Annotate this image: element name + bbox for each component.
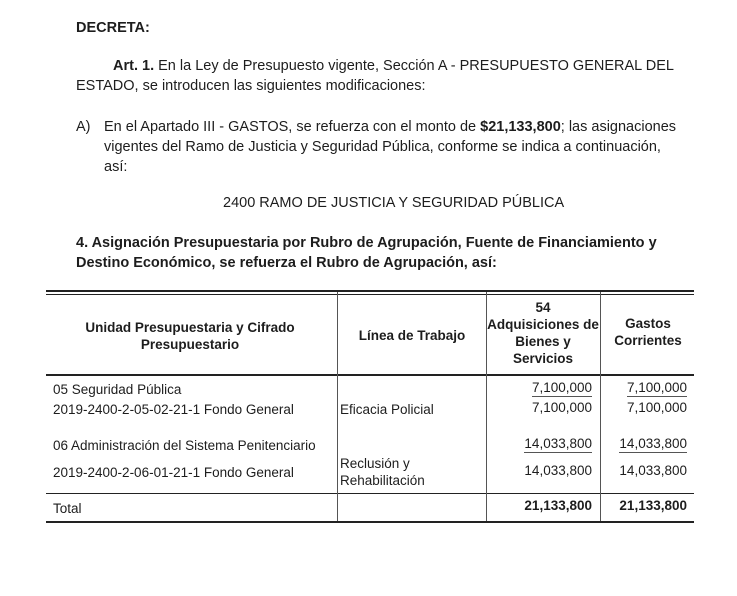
header-bottom-rule [46, 374, 694, 376]
header-gc-line-1: Gastos [625, 316, 671, 331]
article-line-2: ESTADO, se introducen las siguientes modificaciones: [76, 78, 426, 94]
header-acq-line-1: 54 [535, 300, 551, 315]
row-3-acq [490, 435, 592, 452]
header-acq-line-3: Bienes y [515, 334, 571, 349]
item-line-1 [104, 117, 676, 137]
decree-heading: DECRETA: [76, 20, 150, 36]
row-3-gc-value: 14,033,800 [619, 436, 687, 451]
item-amount: $21,133,800 [480, 119, 561, 135]
row-1-acq [490, 379, 592, 396]
row-1-gc [604, 379, 687, 396]
table-top-rule [46, 290, 694, 292]
col-divider-1 [337, 292, 338, 521]
row-2-unit: 2019-2400-2-05-02-21-1 Fondo General [53, 402, 294, 417]
header-acquisitions [484, 299, 602, 367]
total-acq: 21,133,800 [524, 498, 592, 513]
table-top-rule-thin [46, 294, 694, 295]
item-text-pre: En el Apartado III - GASTOS, se refuerza con el monto de [104, 119, 481, 135]
header-current-expenses [602, 315, 694, 349]
subsection-line-2: Destino Económico, se refuerza el Rubro de Agrupación, así: [76, 255, 497, 271]
row-3-acq-value: 14,033,800 [524, 436, 592, 451]
header-line: Línea de Trabajo [358, 328, 466, 343]
row-2-gc: 7,100,000 [626, 400, 687, 415]
row-3-gc [604, 435, 687, 452]
header-unit-line-2: Presupuestario [140, 337, 240, 352]
item-marker: A) [76, 119, 91, 135]
header-unit-line-1: Unidad Presupuestaria y Cifrado [85, 320, 295, 335]
row-4-gc: 14,033,800 [619, 463, 687, 478]
subsection-line-1: 4. Asignación Presupuestaria por Rubro de Agrupación, Fuente de Financiamiento y [76, 235, 657, 251]
row-2-line: Eficacia Policial [340, 402, 434, 417]
header-unit [60, 319, 320, 353]
row-1-unit: 05 Seguridad Pública [53, 382, 182, 397]
header-gc-line-2: Corrientes [614, 333, 682, 348]
row-4-line-2: Rehabilitación [340, 473, 425, 488]
table-bottom-rule [46, 521, 694, 523]
header-acq-line-2: Adquisiciones de [487, 317, 599, 332]
total-top-rule [46, 493, 694, 494]
total-gc: 21,133,800 [619, 498, 687, 513]
article-text-1: En la Ley de Presupuesto vigente, Sección A - PRESUPUESTO GENERAL DEL [154, 58, 674, 74]
row-4-unit: 2019-2400-2-06-01-21-1 Fondo General [53, 465, 294, 480]
row-3-unit: 06 Administración del Sistema Penitenciario [53, 438, 316, 453]
row-2-acq: 7,100,000 [531, 400, 592, 415]
section-title: 2400 RAMO DE JUSTICIA Y SEGURIDAD PÚBLICA [223, 195, 565, 211]
total-label: Total [53, 501, 82, 516]
item-line-3: así: [104, 159, 128, 175]
header-acq-line-4: Servicios [512, 351, 574, 366]
row-4-line-1: Reclusión y [340, 456, 410, 471]
row-1-acq-value: 7,100,000 [531, 380, 592, 395]
row-4-acq: 14,033,800 [524, 463, 592, 478]
item-text-post: ; las asignaciones [560, 119, 677, 135]
item-line-2: vigentes del Ramo de Justicia y Seguridad Pública, conforme se indica a continuación, [104, 139, 661, 155]
article-label: Art. 1. [113, 58, 155, 74]
row-1-gc-value: 7,100,000 [626, 380, 687, 395]
article-line-1 [113, 56, 674, 76]
